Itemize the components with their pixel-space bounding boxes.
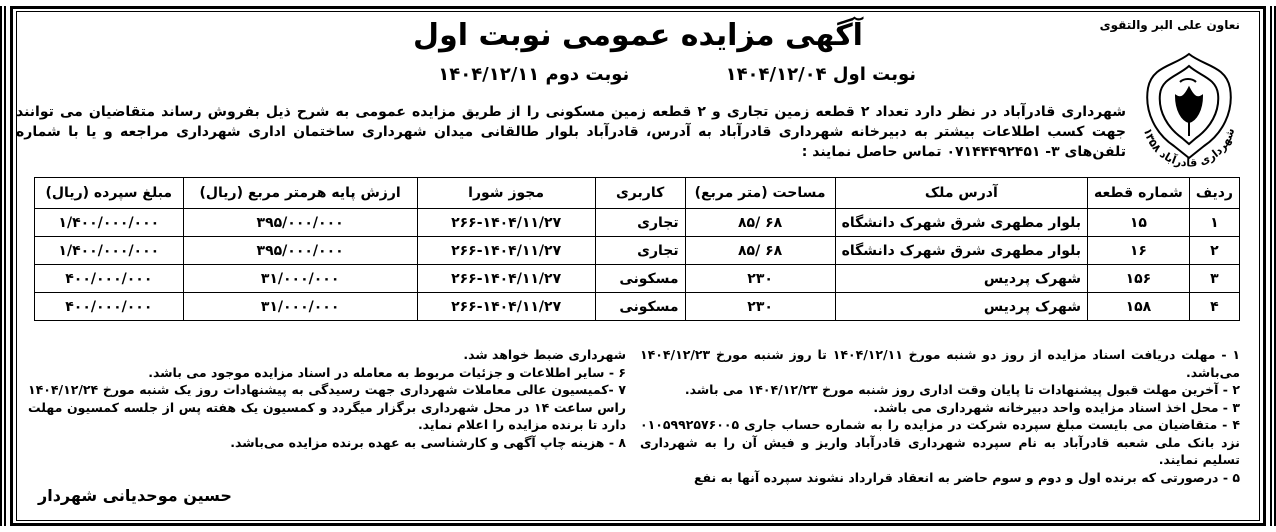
logo-caption: نعاون علی البر والتقوی: [1099, 18, 1240, 32]
table-row: [35, 265, 1240, 293]
cell-plot-number: ۱۵: [1088, 209, 1190, 237]
left-border-rule: [0, 6, 6, 526]
condition-item: ۵ - درصورتی که برنده اول و دوم و سوم حاضر به انعقاد قرارداد نشوند سپرده آنها به نفع: [694, 469, 1240, 485]
table-row: [35, 293, 1240, 321]
cell-usage: مسکونی: [595, 293, 685, 321]
cell-usage: تجاری: [595, 237, 685, 265]
cell-usage: تجاری: [595, 209, 685, 237]
col-header-deposit: مبلغ سپرده (ریال): [35, 178, 184, 209]
first-round-date: نوبت اول ۱۴۰۴/۱۲/۰۴: [725, 64, 916, 85]
col-header-council-permit: مجوز شورا: [417, 178, 595, 209]
condition-item: ۸ - هزینه چاپ آگهی و کارشناسی به عهده برنده مزایده می‌باشد.: [230, 434, 626, 450]
cell-row-number: ۲: [1189, 237, 1239, 265]
cell-area: ۶۸ /۸۵: [685, 237, 835, 265]
cell-base-price: ۳۱/۰۰۰/۰۰۰: [183, 265, 417, 293]
table-row: [35, 209, 1240, 237]
cell-area: ۲۳۰: [685, 293, 835, 321]
condition-item: شهرداری ضبط خواهد شد.: [463, 347, 626, 362]
logo-ring-text: شهرداری قادرآباد ۱۳۵۸: [1140, 126, 1238, 168]
cell-deposit: ۱/۴۰۰/۰۰۰/۰۰۰: [35, 237, 184, 265]
condition-item: ۴ - متقاضیان می بایست مبلغ سپرده شرکت در مزایده را به شماره حساب جاری ۰۱۰۵۹۹۲۵۷۶۰۰۵ نزد بانک ملی شعبه قادرآباد به نام سپرده شهرداری قادرآباد واریز و فیش آن را به شهرداری تسلیم نمایند.: [640, 417, 1240, 467]
cell-deposit: ۴۰۰/۰۰۰/۰۰۰: [35, 265, 184, 293]
intro-paragraph: شهرداری قادرآباد در نظر دارد تعداد ۲ قطعه زمین تجاری و ۲ قطعه زمین مسکونی را از طریق مزایده عمومی به شرح ذیل بفروش رساند متقاضیان می توانند جهت کسب اطلاعات بیشتر به دبیرخانه شهرداری قادرآباد به آدرس، قادرآباد بلوار طالقانی میدان شهرداری ساختمان اداری شهرداری مراجعه و یا با شماره تلفن‌های ۳- ۰۷۱۴۴۴۹۲۴۵۱ تماس حاصل نمایند :: [16, 104, 1126, 160]
cell-usage: مسکونی: [595, 265, 685, 293]
cell-row-number: ۳: [1189, 265, 1239, 293]
condition-item: ۲ - آخرین مهلت قبول پیشنهادات تا پایان وقت اداری روز شنبه مورخ ۱۴۰۴/۱۲/۲۳ می باشد.: [684, 382, 1240, 397]
conditions-column-left: [28, 346, 626, 451]
publication-dates: [438, 64, 916, 85]
second-round-date: نوبت دوم ۱۴۰۴/۱۲/۱۱: [438, 64, 630, 85]
cell-plot-number: ۱۵۶: [1088, 265, 1190, 293]
cell-area: ۶۸ /۸۵: [685, 209, 835, 237]
right-border-rule: [1270, 6, 1276, 526]
col-header-base-price: ارزش پایه هرمتر مربع (ریال): [183, 178, 417, 209]
col-header-row-number: ردیف: [1189, 178, 1239, 209]
cell-council-permit: ۲۶۶-۱۴۰۴/۱۱/۲۷: [417, 237, 595, 265]
cell-address: بلوار مطهری شرق شهرک دانشگاه: [835, 237, 1087, 265]
col-header-usage: کاربری: [595, 178, 685, 209]
cell-deposit: ۱/۴۰۰/۰۰۰/۰۰۰: [35, 209, 184, 237]
cell-council-permit: ۲۶۶-۱۴۰۴/۱۱/۲۷: [417, 265, 595, 293]
cell-address: شهرک پردیس: [835, 265, 1087, 293]
lots-table: [34, 177, 1240, 321]
cell-deposit: ۴۰۰/۰۰۰/۰۰۰: [35, 293, 184, 321]
col-header-address: آدرس ملک: [835, 178, 1087, 209]
cell-address: شهرک پردیس: [835, 293, 1087, 321]
cell-row-number: ۴: [1189, 293, 1239, 321]
notice-title: آگهی مزایده عمومی نوبت اول: [413, 18, 863, 53]
cell-area: ۲۳۰: [685, 265, 835, 293]
cell-plot-number: ۱۶: [1088, 237, 1190, 265]
cell-council-permit: ۲۶۶-۱۴۰۴/۱۱/۲۷: [417, 293, 595, 321]
cell-base-price: ۳۹۵/۰۰۰/۰۰۰: [183, 209, 417, 237]
table-row: [35, 237, 1240, 265]
conditions-column-right: [640, 346, 1240, 486]
condition-item: ۳ - محل اخذ اسناد مزایده واحد دبیرخانه شهرداری می باشد.: [873, 399, 1240, 415]
mayor-signature: حسین موحدیانی شهردار: [38, 486, 232, 505]
cell-council-permit: ۲۶۶-۱۴۰۴/۱۱/۲۷: [417, 209, 595, 237]
cell-base-price: ۳۹۵/۰۰۰/۰۰۰: [183, 237, 417, 265]
col-header-plot-number: شماره قطعه: [1088, 178, 1190, 209]
cell-row-number: ۱: [1189, 209, 1239, 237]
cell-plot-number: ۱۵۸: [1088, 293, 1190, 321]
col-header-area: مساحت (متر مربع): [685, 178, 835, 209]
table-header-row: [35, 178, 1240, 209]
cell-address: بلوار مطهری شرق شهرک دانشگاه: [835, 209, 1087, 237]
cell-base-price: ۳۱/۰۰۰/۰۰۰: [183, 293, 417, 321]
condition-item: ۷ -کمیسیون عالی معاملات شهرداری جهت رسیدگی به پیشنهادات روز یک شنبه مورخ ۱۴۰۴/۱۲/۲۴ راس ساعت ۱۴ در محل شهرداری برگزار میگردد و کمسیون یک هفته پس از جلسه کمسیون مهلت دارد تا برنده مزایده را اعلام نماید.: [28, 382, 626, 432]
condition-item: ۱ - مهلت دریافت اسناد مزایده از روز دو شنبه مورخ ۱۴۰۴/۱۲/۱۱ تا روز شنبه مورخ ۱۴۰۴/۱۲/۲۳ می‌باشد.: [640, 347, 1241, 380]
condition-item: ۶ - سایر اطلاعات و جزئیات مربوط به معامله در اسناد مزایده موجود می باشد.: [148, 364, 626, 380]
